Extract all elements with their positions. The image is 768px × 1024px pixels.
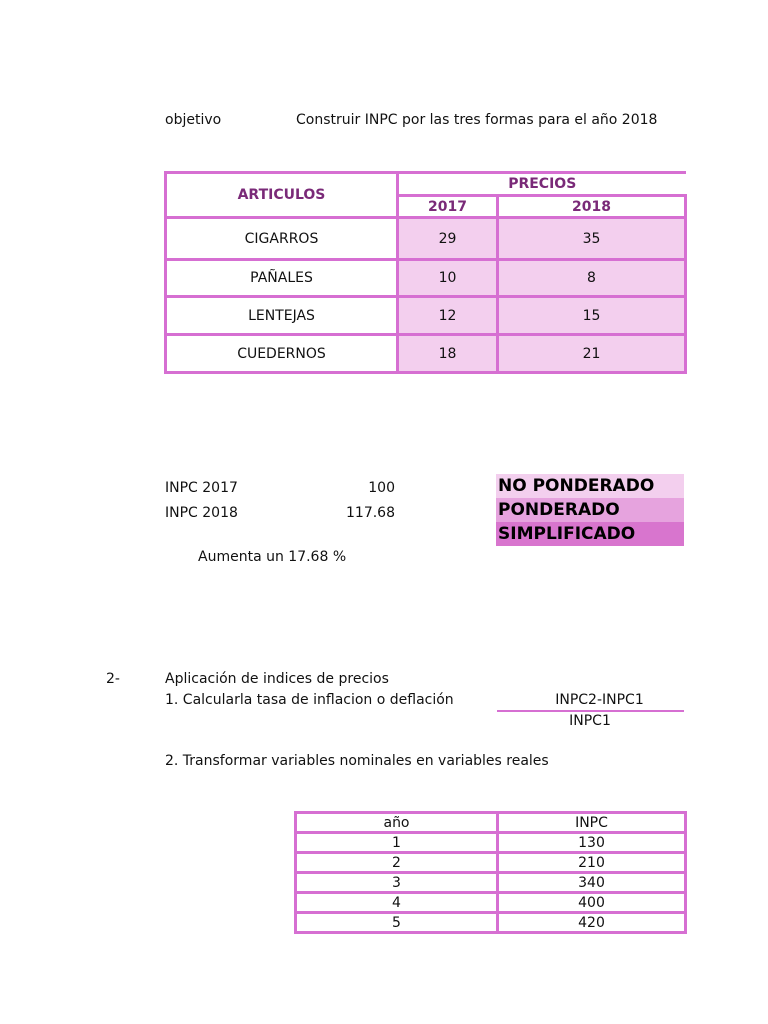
header-inpc: INPC [498,813,686,833]
item-cell: PAÑALES [166,260,398,297]
inpc-2017-value: 100 [368,480,395,496]
formula-numerator: INPC2-INPC1 [555,692,644,708]
inpc-cell: 400 [498,893,686,913]
articulos-header: ARTICULOS [166,173,398,218]
method-ponderado: PONDERADO [496,498,684,522]
item-cell: LENTEJAS [166,297,398,335]
price-2018-cell: 15 [498,297,686,335]
table-row [296,893,686,913]
year-header-2017: 2017 [398,196,498,218]
method-simplificado: SIMPLIFICADO [496,522,684,546]
price-2017-cell: 18 [398,335,498,373]
table-row [296,833,686,853]
table-row [296,853,686,873]
inpc-2017-label: INPC 2017 [165,480,238,496]
price-2018-cell: 21 [498,335,686,373]
table-row [166,297,686,335]
inpc-2018-label: INPC 2018 [165,505,238,521]
header-year: año [296,813,498,833]
method-no-ponderado: NO PONDERADO [496,474,684,498]
table-row [166,260,686,297]
formula-divider [497,710,684,712]
inpc-2018-value: 117.68 [346,505,395,521]
objetivo-label: objetivo [165,112,222,128]
year-cell: 1 [296,833,498,853]
table-row [166,335,686,373]
year-cell: 5 [296,913,498,933]
year-cell: 3 [296,873,498,893]
precios-header: PRECIOS [398,173,686,196]
inpc-table [294,811,687,934]
price-table [164,171,687,374]
item-cell: CUEDERNOS [166,335,398,373]
table-row [296,913,686,933]
price-2017-cell: 10 [398,260,498,297]
price-2018-cell: 8 [498,260,686,297]
inpc-cell: 420 [498,913,686,933]
increase-text: Aumenta un 17.68 % [198,549,347,565]
year-cell: 2 [296,853,498,873]
section-title: Aplicación de indices de precios [165,671,389,687]
objetivo-text: Construir INPC por las tres formas para el año 2018 [296,112,658,128]
item-2-text: 2. Transformar variables nominales en variables reales [165,753,549,769]
item-1-text: 1. Calcularla tasa de inflacion o deflación [165,692,454,708]
inpc-cell: 210 [498,853,686,873]
formula-denominator: INPC1 [569,713,611,729]
year-cell: 4 [296,893,498,913]
section-number: 2- [106,671,120,687]
table-row [296,873,686,893]
inpc-cell: 340 [498,873,686,893]
inpc-cell: 130 [498,833,686,853]
table-row [166,218,686,260]
price-2017-cell: 12 [398,297,498,335]
price-2017-cell: 29 [398,218,498,260]
item-cell: CIGARROS [166,218,398,260]
year-header-2018: 2018 [498,196,686,218]
price-2018-cell: 35 [498,218,686,260]
